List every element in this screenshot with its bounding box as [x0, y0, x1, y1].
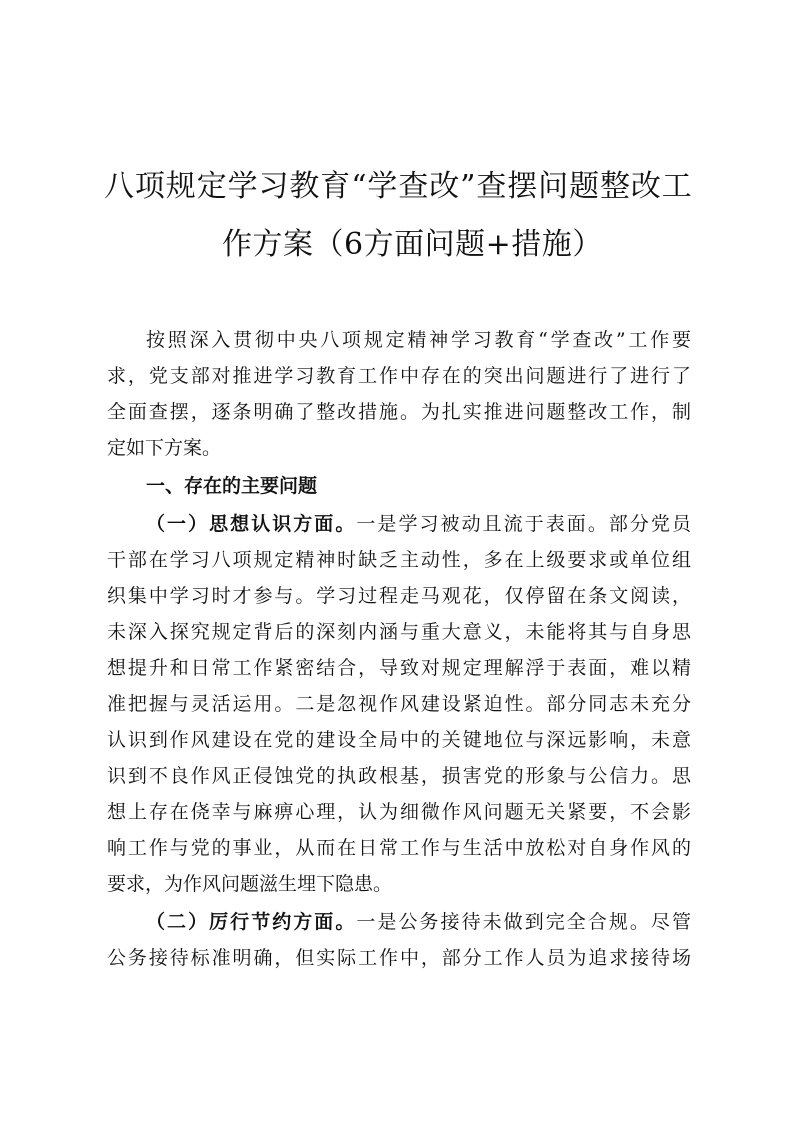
document-title-line-1: 八项规定学习教育“学查改”查摆问题整改工: [104, 169, 693, 204]
subsection-1-line-10: 响工作与党的事业，从而在日常工作与生活中放松对自身作风的: [107, 837, 691, 859]
subsection-1-line-9: 想上存在侥幸与麻痹心理，认为细微作风问题无关紧要，不会影: [107, 801, 691, 823]
intro-line-2: 求，党支部对推进学习教育工作中存在的突出问题进行了进行了: [107, 365, 691, 387]
intro-line-1: 按照深入贯彻中央八项规定精神学习教育“学查改”工作要: [146, 329, 691, 351]
subsection-1-line-11: 要求，为作风问题滋生埋下隐患。: [107, 873, 393, 895]
intro-line-3: 全面查摆，逐条明确了整改措施。为扎实推进问题整改工作，制: [107, 401, 691, 423]
document-title-line-2: 作方案（6方面问题+措施）: [222, 227, 603, 262]
subsection-1-line-2: 干部在学习八项规定精神时缺乏主动性，多在上级要求或单位组: [107, 549, 691, 571]
subsection-1-first-line: [146, 506, 691, 542]
subsection-1-line-5: 想提升和日常工作紧密结合，导致对规定理解浮于表面，难以精: [107, 657, 691, 679]
subsection-1-first-line-text: 一是学习被动且流于表面。部分党员: [356, 513, 691, 535]
subsection-1-line-8: 识到不良作风正侵蚀党的执政根基，损害党的形象与公信力。思: [107, 765, 691, 787]
subsection-1-label: （一）思想认识方面。: [146, 513, 357, 535]
subsection-2-line-2: 公务接待标准明确，但实际工作中，部分工作人员为追求接待场: [107, 947, 691, 969]
subsection-2-first-line: [146, 904, 691, 940]
subsection-1-line-7: 认识到作风建设在党的建设全局中的关键地位与深远影响，未意: [107, 729, 691, 751]
subsection-2-first-line-text: 一是公务接待未做到完全合规。尽管: [356, 911, 691, 933]
subsection-2-label: （二）厉行节约方面。: [146, 911, 357, 933]
subsection-1-line-6: 准把握与灵活运用。二是忽视作风建设紧迫性。部分同志未充分: [107, 693, 691, 715]
intro-line-4: 定如下方案。: [107, 437, 222, 459]
subsection-1-line-3: 织集中学习时才参与。学习过程走马观花，仅停留在条文阅读，: [107, 585, 691, 607]
subsection-1-line-4: 未深入探究规定背后的深刻内涵与重大意义，未能将其与自身思: [107, 621, 691, 643]
section-heading-main-problems: 一、存在的主要问题: [146, 475, 318, 497]
